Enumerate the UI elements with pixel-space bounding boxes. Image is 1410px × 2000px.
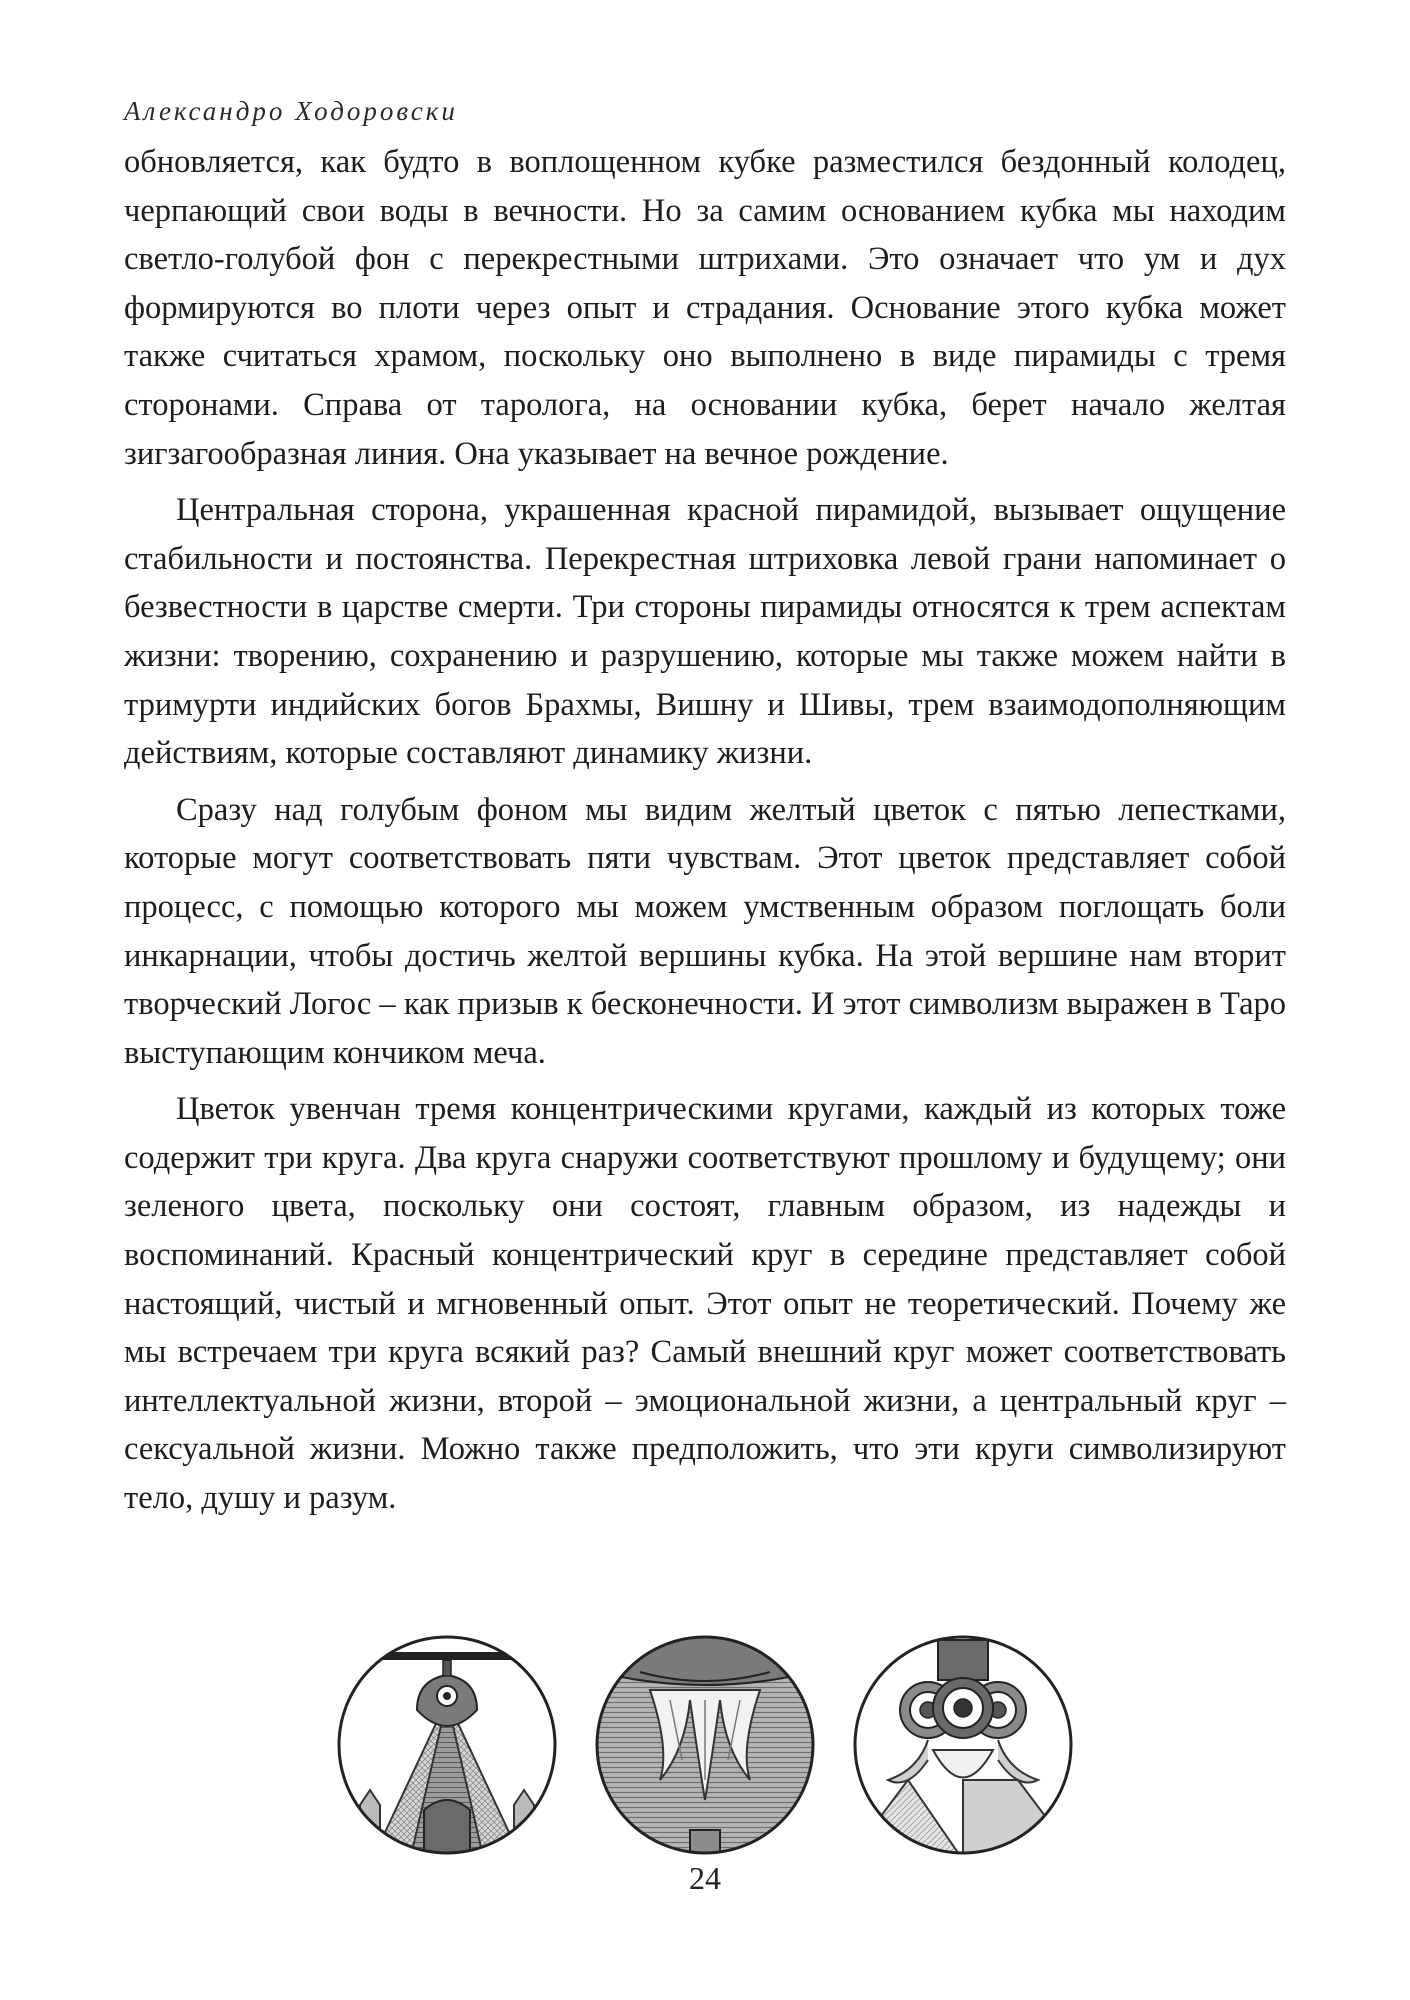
circles-detail-illustration bbox=[848, 1630, 1078, 1860]
flower-detail-illustration bbox=[590, 1630, 820, 1860]
page-number: 24 bbox=[689, 1860, 721, 1896]
medallion-circles bbox=[848, 1630, 1078, 1860]
medallion-pyramid bbox=[332, 1630, 562, 1860]
paragraph-4: Цветок увенчан тремя концентрическими кругами, каждый из которых тоже содержит три круга. Два круга снаружи соответствуют прошлому и будущему; они зеленого цвета, поскольку они состоят, главным образом, из надежды и воспоминаний. Красный концентрический круг в середине представляет собой настоящий, чистый и мгновенный опыт. Этот опыт не теоретический. Почему же мы встречаем три круга всякий раз? Самый внешний круг может соответствовать интеллектуальной жизни, второй – эмоциональной жизни, а центральный круг – сексуальной жизни. Можно также предположить, что эти круги символизируют тело, душу и разум. bbox=[124, 1091, 1286, 1517]
body-text bbox=[124, 138, 1286, 1531]
medallion-flower bbox=[590, 1630, 820, 1860]
paragraph-3: Сразу над голубым фоном мы видим желтый цветок с пятью лепестками, которые могут соответствовать пяти чувствам. Этот цветок представляет собой процесс, с помощью которого мы можем умственным образом поглощать боли инкарнации, чтобы достичь желтой вершины кубка. На этой вершине нам вторит творческий Логос – как призыв к бесконечности. И этот символизм выражен в Таро выступающим кончиком меча. bbox=[124, 791, 1286, 1071]
running-head: Александро Ходоровски bbox=[124, 96, 458, 126]
paragraph-2: Центральная сторона, украшенная красной пирамидой, вызывает ощущение стабильности и постоянства. Перекрестная штриховка левой грани напоминает о безвестности в царстве смерти. Три стороны пирамиды относятся к трем аспектам жизни: творению, сохранению и разрушению, которые мы также можем найти в тримурти индийских богов Брахмы, Вишну и Шивы, трем взаимодополняющим действиям, которые составляют динамику жизни. bbox=[124, 492, 1286, 772]
illustration-row bbox=[0, 1630, 1410, 1880]
paragraph-1: обновляется, как будто в воплощенном кубке разместился бездонный колодец, черпающий свои воды в вечности. Но за самим основанием кубка мы находим светло-голубой фон с перекрестными штрихами. Это означает что ум и дух формируются во плоти через опыт и страдания. Основание этого кубка может также считаться храмом, поскольку оно выполнено в виде пирамиды с тремя сторонами. Справа от таролога, на основании кубка, берет начало желтая зигзагообразная линия. Она указывает на вечное рождение. bbox=[124, 144, 1286, 472]
pyramid-detail-illustration bbox=[332, 1630, 562, 1860]
